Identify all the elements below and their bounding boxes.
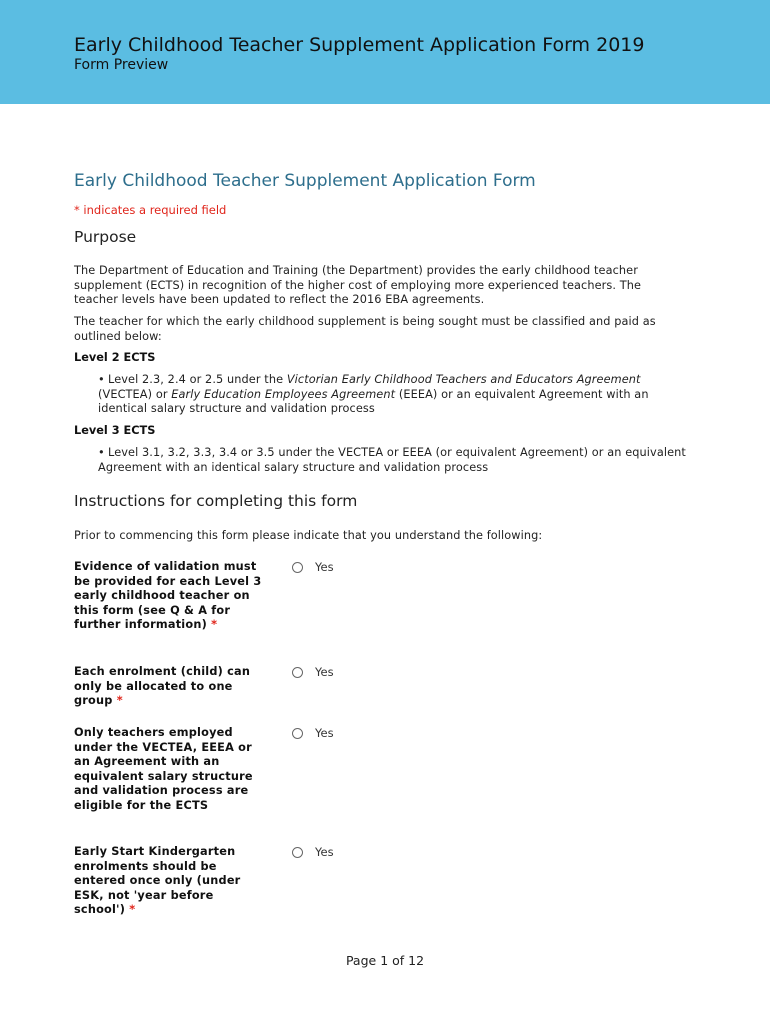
instructions-heading: Instructions for completing this form <box>74 492 358 510</box>
question-label: Early Start Kindergarten enrolments should be entered once only (under ESK, not 'year before school') * <box>74 845 241 917</box>
form-title: Early Childhood Teacher Supplement Application Form <box>74 171 536 191</box>
purpose-heading: Purpose <box>74 228 137 246</box>
purpose-paragraph-1: The Department of Education and Training (the Department) provides the early childhood teacher supplement (ECTS) in recognition of the higher cost of employing more experienced teachers. The teacher levels have been updated to reflect the 2016 EBA agreements. <box>74 264 642 307</box>
question-label: Only teachers employed under the VECTEA, EEEA or an Agreement with an equivalent salary structure and validation process are eligible for the ECTS <box>74 726 253 812</box>
page-header <box>0 0 770 104</box>
header-subtitle: Form Preview <box>74 57 169 73</box>
radio-button[interactable] <box>292 667 303 678</box>
level-2-bullet: • Level 2.3, 2.4 or 2.5 under the Victorian Early Childhood Teachers and Educators Agreement (VECTEA) or Early Education Employees Agreement (EEEA) or an equivalent Agreement with an identical salary structure and validation process <box>98 373 649 416</box>
instructions-intro: Prior to commencing this form please indicate that you understand the following: <box>74 529 543 542</box>
level-2-label: Level 2 ECTS <box>74 351 156 364</box>
header-title: Early Childhood Teacher Supplement Application Form 2019 <box>74 34 645 56</box>
yes-radio-option[interactable]: Yes <box>292 845 334 859</box>
required-asterisk: * <box>116 694 123 708</box>
required-field-note: * indicates a required field <box>74 203 227 217</box>
bullet-icon: • <box>98 373 105 386</box>
level-3-bullet: • Level 3.1, 3.2, 3.3, 3.4 or 3.5 under the VECTEA or EEEA (or equivalent Agreement) or an equivalent Agreement with an identical salary structure and validation process <box>98 446 686 474</box>
level-3-label: Level 3 ECTS <box>74 424 156 437</box>
required-asterisk: * <box>129 903 136 917</box>
radio-button[interactable] <box>292 562 303 573</box>
bullet-icon: • <box>98 446 105 459</box>
radio-button[interactable] <box>292 728 303 739</box>
yes-radio-option[interactable]: Yes <box>292 560 334 574</box>
purpose-paragraph-2: The teacher for which the early childhood supplement is being sought must be classified and paid as outlined below: <box>74 315 656 343</box>
question-label: Evidence of validation must be provided for each Level 3 early childhood teacher on this form (see Q & A for further information) * <box>74 560 262 632</box>
radio-button[interactable] <box>292 847 303 858</box>
required-asterisk: * <box>211 618 218 632</box>
yes-radio-option[interactable]: Yes <box>292 726 334 740</box>
page-indicator: Page 1 of 12 <box>345 953 425 968</box>
question-label: Each enrolment (child) can only be allocated to one group * <box>74 665 251 708</box>
yes-radio-option[interactable]: Yes <box>292 665 334 679</box>
